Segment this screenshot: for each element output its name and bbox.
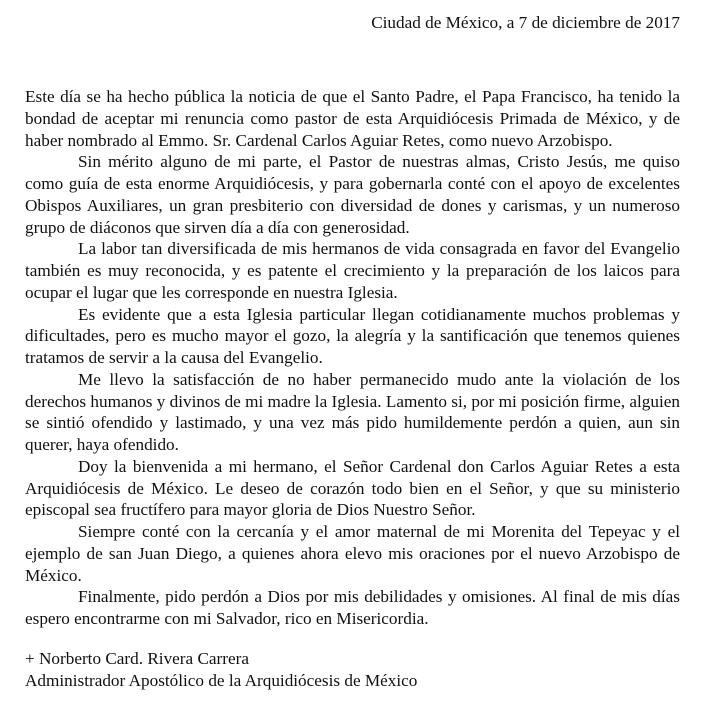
dateline: Ciudad de México, a 7 de diciembre de 2017 [371, 13, 680, 32]
paragraph-1: Este día se ha hecho pública la noticia de que el Santo Padre, el Papa Francisco, ha tenido la bondad de aceptar mi renuncia como pastor de esta Arquidiócesis Primada de México, y de haber nombrado al Emmo. Sr. Cardenal Carlos Aguiar Retes, como nuevo Arzobispo. [25, 87, 680, 150]
paragraph-5: Me llevo la satisfacción de no haber permanecido mudo ante la violación de los derechos humanos y divinos de mi madre la Iglesia. Lamento si, por mi posición firme, alguien se sintió ofendido y lastimado, y una vez más pido humildemente perdón a quien, aun sin querer, haya ofendido. [25, 369, 680, 454]
paragraph-8: Finalmente, pido perdón a Dios por mis debilidades y omisiones. Al final de mis días espero encontrarme con mi Salvador, rico en Misericordia. [25, 587, 680, 628]
paragraph-3: La labor tan diversificada de mis hermanos de vida consagrada en favor del Evangelio también es muy reconocida, y es patente el crecimiento y la preparación de los laicos para ocupar el lugar que les corresponde en nuestra Iglesia. [25, 239, 680, 302]
letter-body [25, 86, 680, 630]
paragraph-6: Doy la bienvenida a mi hermano, el Señor Cardenal don Carlos Aguiar Retes a esta Arquidiócesis de México. Le deseo de corazón todo bien en el Señor, y que su ministerio episcopal sea fructífero para mayor gloria de Dios Nuestro Señor. [25, 456, 680, 520]
signature-block [25, 648, 417, 691]
signatory-title: Administrador Apostólico de la Arquidiócesis de México [25, 670, 418, 690]
paragraph-7: Siempre conté con la cercanía y el amor maternal de mi Morenita del Tepeyac y el ejemplo de san Juan Diego, a quienes ahora elevo mis oraciones por el nuevo Arzobispo de México. [25, 522, 680, 585]
paragraph-2: Sin mérito alguno de mi parte, el Pastor de nuestras almas, Cristo Jesús, me quiso como guía de esta enorme Arquidiócesis, y para gobernarla conté con el apoyo de excelentes Obispos Auxiliares, un gran presbiterio con diversidad de dones y carismas, y un numeroso grupo de diáconos que sirven día a día con generosidad. [25, 152, 680, 237]
signatory-name: + Norberto Card. Rivera Carrera [25, 649, 249, 668]
paragraph-4: Es evidente que a esta Iglesia particular llegan cotidianamente muchos problemas y dificultades, pero es mucho mayor el gozo, la alegría y la santificación que tenemos quienes tratamos de servir a la causa del Evangelio. [25, 304, 680, 367]
